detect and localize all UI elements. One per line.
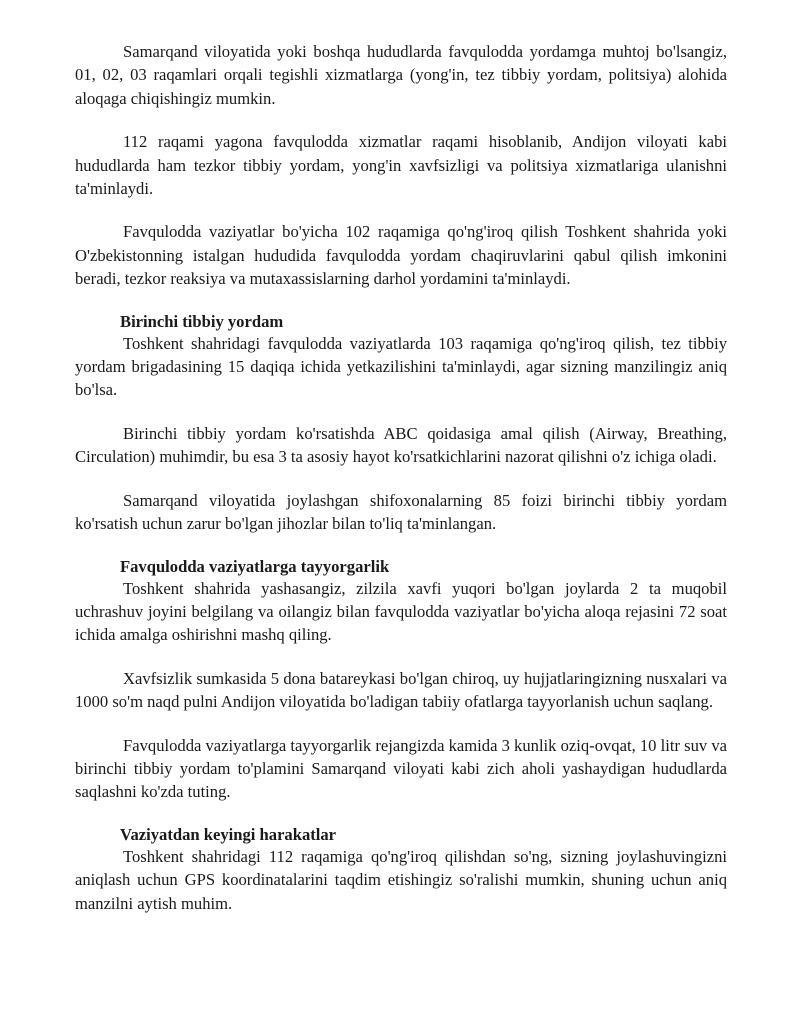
intro-paragraph-3: Favqulodda vaziyatlar bo'yicha 102 raqamiga qo'ng'iroq qilish Toshkent shahrida yoki O'zbekistonning istalgan hududida favqulodda yordam chaqiruvlarini qabul qilish imkonini beradi, tezkor reaksiya va mutaxassislarning darhol yordamini ta'minlaydi. (75, 222, 727, 289)
section-heading: Favqulodda vaziyatlarga tayyorgarlik (120, 556, 390, 576)
section-paragraph: Toshkent shahridagi 112 raqamiga qo'ng'iroq qilishdan so'ng, sizning joylashuvingizni aniqlash uchun GPS koordinatalarini taqdim etishingiz so'ralishi mumkin, shuning uchun aniq manzilni aytish muhim. (75, 846, 727, 913)
section-paragraph: Toshkent shahridagi favqulodda vaziyatlarda 103 raqamiga qo'ng'iroq qilish, tez tibbiy yordam brigadasining 15 daqiqa ichida yetkazilishini ta'minlaydi, agar sizning manzilingiz aniq bo'lsa. (75, 333, 727, 400)
section-heading: Vaziyatdan keyingi harakatlar (120, 824, 337, 844)
section-paragraph: Samarqand viloyatida joylashgan shifoxonalarning 85 foizi birinchi tibbiy yordam ko'rsatish uchun zarur bo'lgan jihozlar bilan to'liq ta'minlangan. (75, 490, 727, 534)
document-page (75, 40, 727, 935)
section-paragraph: Birinchi tibbiy yordam ko'rsatishda ABC qoidasiga amal qilish (Airway, Breathing, Circulation) muhimdir, bu esa 3 ta asosiy hayot ko'rsatkichlarini nazorat qilishni o'z ichiga oladi. (75, 423, 727, 467)
section-heading: Birinchi tibbiy yordam (120, 311, 284, 331)
section-preparedness (75, 556, 727, 804)
section-paragraph: Favqulodda vaziyatlarga tayyorgarlik rejangizda kamida 3 kunlik oziq-ovqat, 10 litr suv va birinchi tibbiy yordam to'plamini Samarqand viloyati kabi zich aholi yashaydigan hududlarda saqlashni ko'zda tuting. (75, 735, 727, 802)
intro-paragraph-1: Samarqand viloyatida yoki boshqa hududlarda favqulodda yordamga muhtoj bo'lsangiz, 01, 02, 03 raqamlari orqali tegishli xizmatlarga (yong'in, tez tibbiy yordam, politsiya) alohida aloqaga chiqishingiz mumkin. (75, 42, 727, 108)
section-paragraph: Xavfsizlik sumkasida 5 dona batareykasi bo'lgan chiroq, uy hujjatlaringizning nusxalari va 1000 so'm naqd pulni Andijon viloyatida bo'ladigan tabiiy ofatlarga tayyorlanish uchun saqlang. (75, 668, 727, 712)
intro-paragraph-2: 112 raqami yagona favqulodda xizmatlar raqami hisoblanib, Andijon viloyati kabi hududlarda ham tezkor tibbiy yordam, yong'in xavfsizligi va politsiya xizmatlariga ulanishni ta'minlaydi. (75, 132, 727, 199)
section-first-aid (75, 311, 727, 536)
section-after-actions (75, 824, 727, 915)
section-paragraph: Toshkent shahrida yashasangiz, zilzila xavfi yuqori bo'lgan joylarda 2 ta muqobil uchrashuv joyini belgilang va oilangiz bilan favqulodda vaziyatlar bo'yicha aloqa rejasini 72 soat ichida amalga oshirishni mashq qiling. (75, 578, 727, 645)
